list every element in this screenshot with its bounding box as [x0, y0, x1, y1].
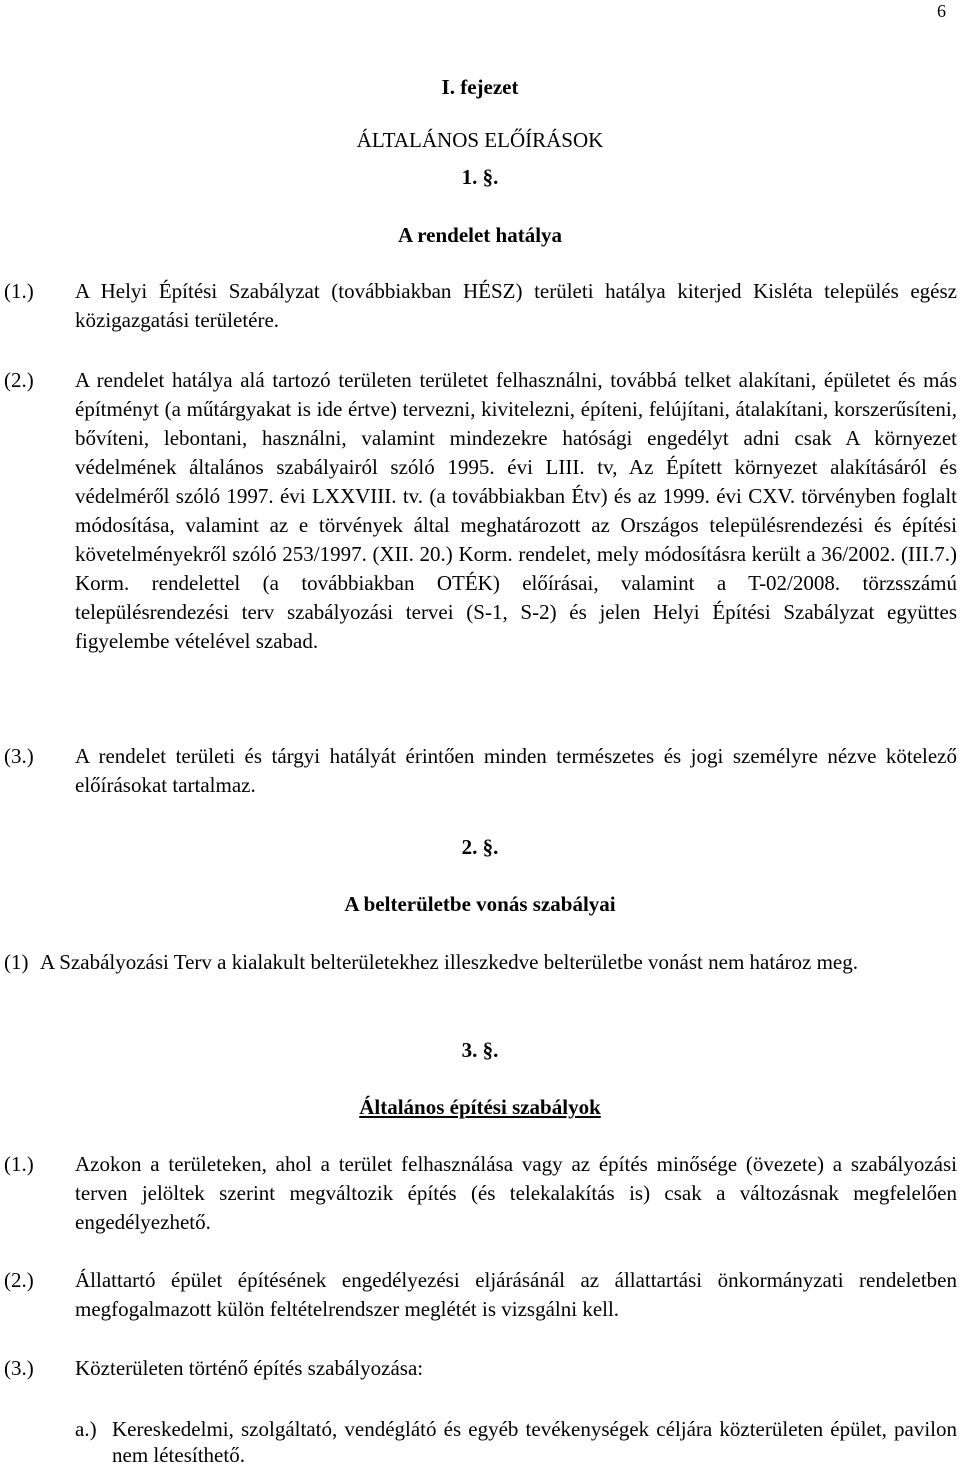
paragraph-text: Állattartó épület építésének engedélyezési eljárásánál az állattartási önkormányzati rendeletben megfogalmazott külön feltételrendszer meglétét is vizsgálni kell. — [75, 1268, 957, 1321]
paragraph-number: (1) — [4, 950, 29, 974]
paragraph-text: Azokon a területeken, ahol a terület felhasználása vagy az építés minősége (övezete) a szabályozási terven jelöltek szerint megváltozik építés (és telekalakítás is) csak a változásnak megfelelően engedélyezhető. — [75, 1152, 957, 1234]
paragraph-text: A rendelet területi és tárgyi hatályát érintően minden természetes és jogi személyre nézve kötelező előírásokat tartalmaz. — [75, 744, 957, 797]
paragraph-text: A Szabályozási Terv a kialakult belterületekhez illeszkedve belterületbe vonást nem határoz meg. — [40, 950, 858, 974]
paragraph-number: (3.) — [4, 744, 34, 768]
section-3-number: 3. §. — [461, 1038, 499, 1062]
subitem-text: Kereskedelmi, szolgáltató, vendéglátó és egyéb tevékenységek céljára közterületen épület, pavilon nem létesíthető. — [112, 1417, 957, 1467]
page-number: 6 — [937, 1, 946, 21]
section-3-title: Általános építési szabályok — [359, 1095, 601, 1119]
paragraph-text: A rendelet hatálya alá tartozó területen területet felhasználni, továbbá telket alakítani, épületet és más építményt (a műtárgyakat is ide értve) tervezni, kivitelezni, építeni, felújítani, átalakítani, korszerűsíteni, bővíteni, lebontani, használni, valamint mindezekre hatósági engedélyt adni csak A környezet védelmének általános szabályairól szóló 1995. évi LIII. tv, Az Épített környezet alakításáról és védelméről szóló 1997. évi LXXVIII. tv. (a továbbiakban Étv) és az 1999. évi CXV. törvényben foglalt módosítása, valamint az e törvények által meghatározott az Országos településrendezési és építési követelményekről szóló 253/1997. (XII. 20.) Korm. rendelet, mely módosításra került a 36/2002. (III.7.) Korm. rendelettel (a továbbiakban OTÉK) előírásai, valamint a T-02/2008. törzsszámú településrendezési terv szabályozási tervei (S-1, S-2) és jelen Helyi Építési Szabályzat együttes figyelembe vételével szabad. — [75, 368, 957, 653]
paragraph-text: A Helyi Építési Szabályzat (továbbiakban HÉSZ) területi hatálya kiterjed Kisléta település egész közigazgatási területére. — [75, 279, 957, 332]
paragraph-number: (2.) — [4, 368, 34, 392]
section-2-title: A belterületbe vonás szabályai — [344, 892, 616, 916]
paragraph-number: (1.) — [4, 1152, 34, 1176]
chapter-title: ÁLTALÁNOS ELŐÍRÁSOK — [356, 128, 604, 152]
section-1-title: A rendelet hatálya — [397, 223, 563, 247]
chapter-heading: I. fejezet — [441, 75, 519, 99]
paragraph-number: (3.) — [4, 1356, 34, 1380]
paragraph-number: (2.) — [4, 1268, 34, 1292]
section-1-number: 1. §. — [461, 165, 499, 189]
paragraph-text: Közterületen történő építés szabályozása: — [75, 1356, 424, 1380]
subitem-number: a.) — [75, 1417, 97, 1441]
paragraph-number: (1.) — [4, 279, 34, 303]
section-2-number: 2. §. — [461, 835, 499, 859]
